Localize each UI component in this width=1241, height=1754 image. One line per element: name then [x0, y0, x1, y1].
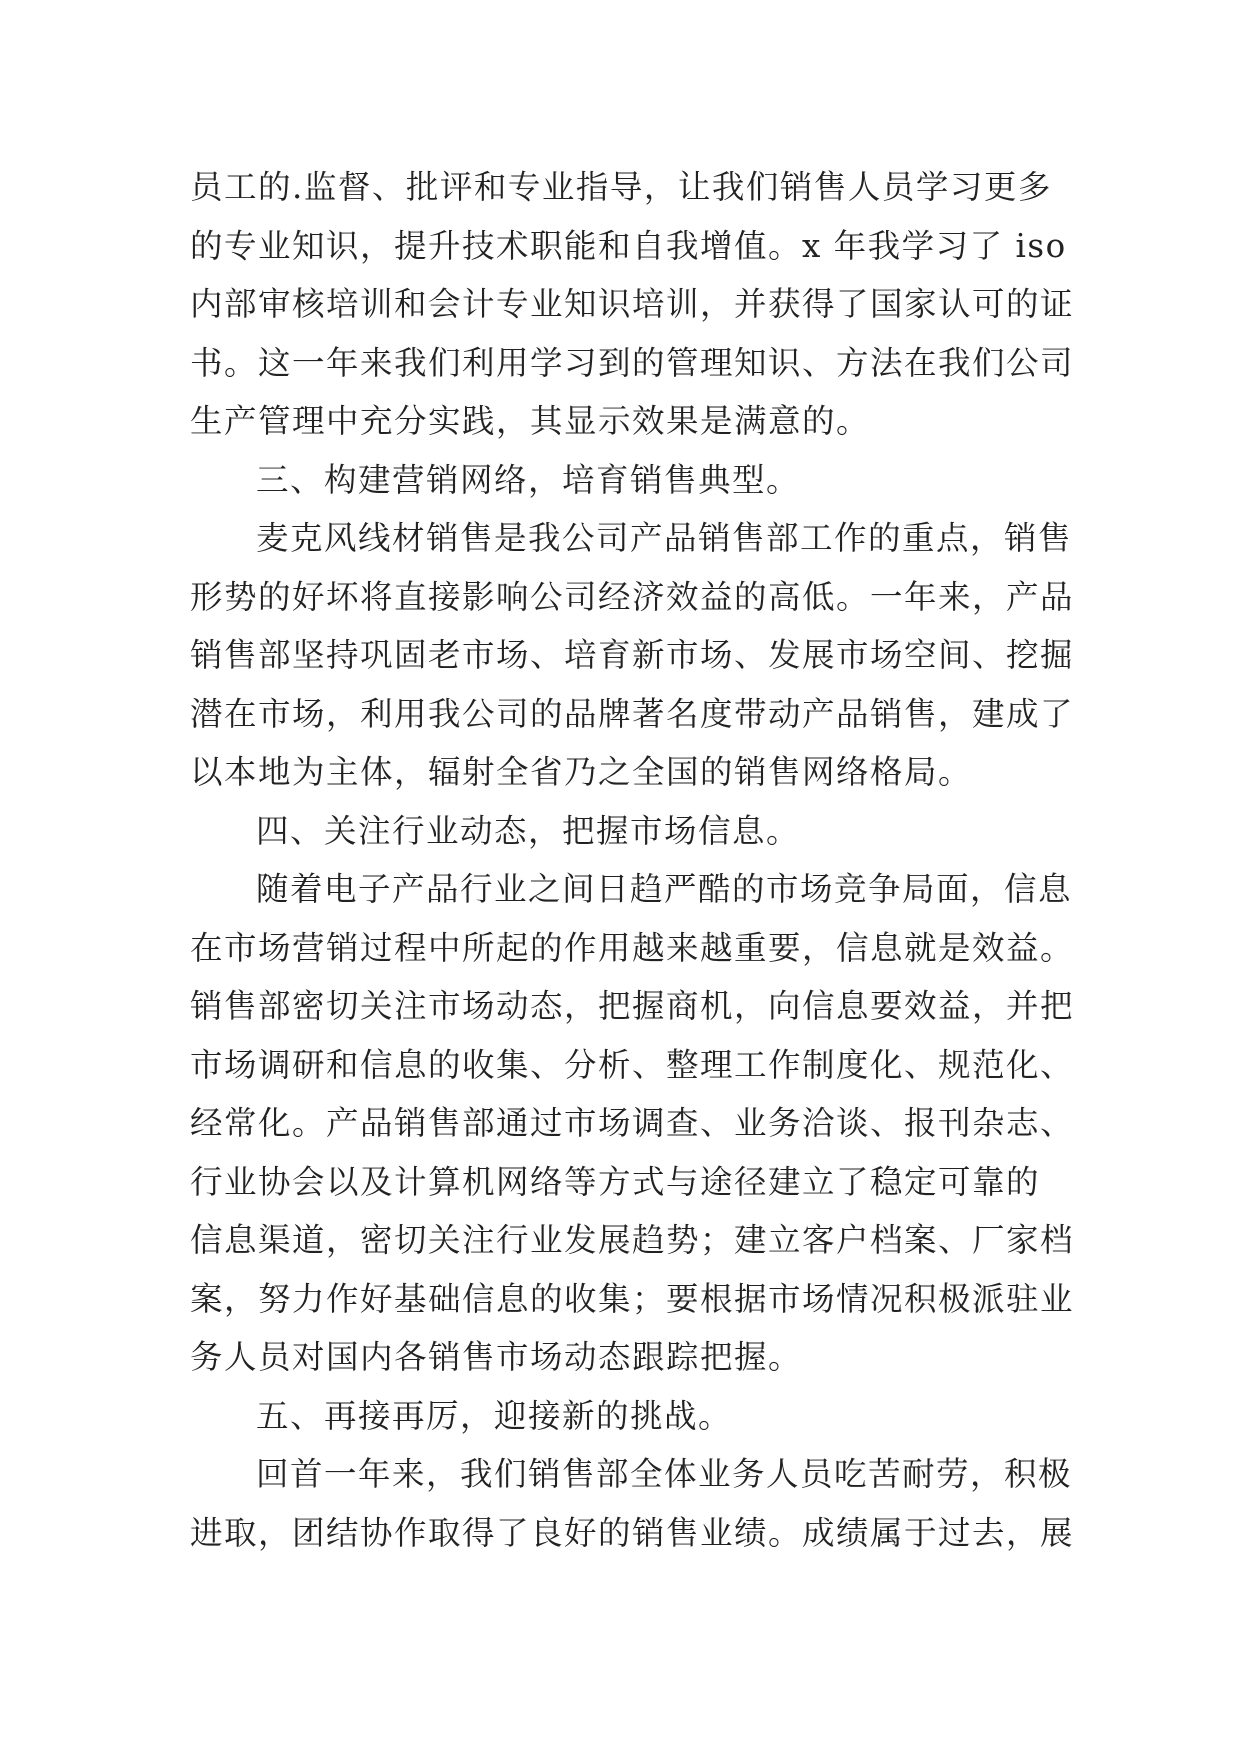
section-heading: 五、再接再厉，迎接新的挑战。: [256, 1396, 733, 1435]
text-line: 潜在市场，利用我公司的品牌著名度带动产品销售，建成了: [190, 694, 1075, 733]
paragraph-first-line: 随着电子产品行业之间日趋严酷的市场竞争局面，信息: [256, 870, 1073, 908]
section-heading: 四、关注行业动态，把握市场信息。: [256, 811, 801, 850]
text-line: 员工的.监督、批评和专业指导，让我们销售人员学习更多: [190, 168, 1052, 206]
text-line: 务人员对国内各销售市场动态跟踪把握。: [190, 1338, 803, 1376]
document-body: [190, 158, 1075, 1562]
text-line: 经常化。产品销售部通过市场调查、业务洽谈、报刊杂志、: [190, 1104, 1075, 1142]
text-line: 以本地为主体，辐射全省乃之全国的销售网络格局。: [190, 753, 973, 791]
text-line: 生产管理中充分实践，其显示效果是满意的。: [190, 402, 871, 440]
text-line: 销售部密切关注市场动态，把握商机，向信息要效益，并把: [190, 987, 1075, 1025]
text-line: 行业协会以及计算机网络等方式与途径建立了稳定可靠的: [190, 1162, 1041, 1201]
section-heading: 三、构建营销网络，培育销售典型。: [256, 460, 801, 499]
text-line: 形势的好坏将直接影响公司经济效益的高低。一年来，产品: [190, 577, 1075, 616]
text-line: 市场调研和信息的收集、分析、整理工作制度化、规范化、: [190, 1045, 1075, 1084]
text-line: 进取，团结协作取得了良好的销售业绩。成绩属于过去，展: [190, 1513, 1075, 1552]
text-line: 销售部坚持巩固老市场、培育新市场、发展市场空间、挖掘: [190, 636, 1075, 674]
text-line: 信息渠道，密切关注行业发展趋势；建立客户档案、厂家档: [190, 1221, 1075, 1259]
text-line: 书。这一年来我们利用学习到的管理知识、方法在我们公司: [190, 343, 1075, 382]
text-line: 的专业知识，提升技术职能和自我增值。x 年我学习了 iso: [190, 226, 1067, 265]
text-line: 案，努力作好基础信息的收集；要根据市场情况积极派驻业: [190, 1279, 1075, 1318]
paragraph-first-line: 回首一年来，我们销售部全体业务人员吃苦耐劳，积极: [256, 1455, 1073, 1493]
text-line: 在市场营销过程中所起的作用越来越重要，信息就是效益。: [190, 928, 1075, 967]
paragraph-first-line: 麦克风线材销售是我公司产品销售部工作的重点，销售: [256, 519, 1073, 557]
text-line: 内部审核培训和会计专业知识培训，并获得了国家认可的证: [190, 285, 1075, 323]
